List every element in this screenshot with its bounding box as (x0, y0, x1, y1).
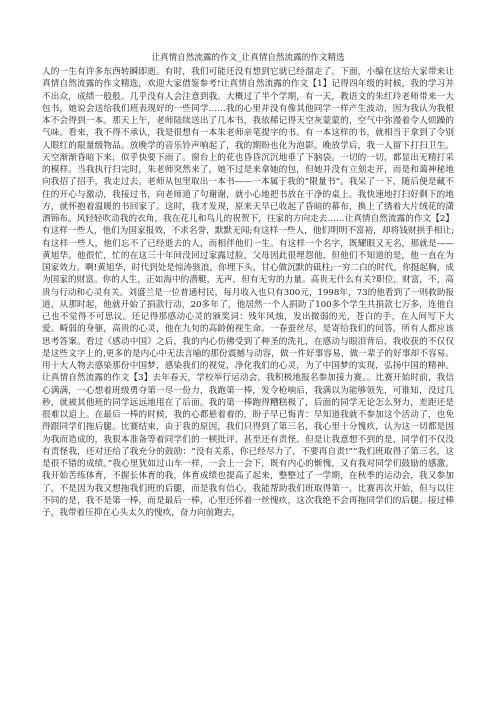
document-body-paragraph: 人的一生有许多东西转瞬即逝。有时，我们可能还没有想到它就已经溜走了。下面，小编在这给大家带来让真情自然流露的作文精选，欢迎大家借鉴参考!让真情自然流露的作文【1】记得四年级的时候，我的学习并不出众，成绩一般般。几乎没有人会注意到我。大概过了半个学期，有一天，教语文的朱红玲老师带来一大包书，她说会送给我们班表现好的一些同学……我的心里并没有像其他同学一样产生波动，因为我认为我根本不会得到一本。那天上午，老师陆续送出了几本书，我依稀记得天空灰蒙蒙的，空气中弥漫着令人烦躁的气味。看来，我不得不承认，我是很想有一本朱老师亲笔提字的书。有一本这样的书，就相当于拿到了令别人眼红的限量级物品。放晚学的音乐铃声响起了，我的期盼也化为泡影。晚放学后，我一人留下打扫卫生。天空渐渐昏暗下来，似乎快要下雨了。窗台上的花也昏昏沉沉地垂了下脑袋。一切的一切，都显出无精打采的模样。当我执行扫完时，朱老师突然来了，她不过是来拿她的包，但她并没有立刻走开，而是和蔼神秘地向我招了招手，我走过去。老师从包里取出一本书——一本属于我的“限量书”。我呆了一下，随后便是藏不住的开心与激动，我接过书，向老师道了句谢谢，就小心地把书放在干净的桌上。我快速地打扫好剩下的地方，就怀抱着温暖的书回家了。这时，我才发现，原来天早已收起了昏暗的幕布，换上了绣着大片绒花的潇洒锦布。风轻轻吹动我的衣角，我在花儿和鸟儿的祝贺下，往家的方向走去……让真情自然流露的作文【2】有这样一些人，他们为国家报效，不求名誉，默默无闻;有这样一些人，他们明明不富裕，却将钱财拱手相让;有这样一些人，他们忘不了已经逝去的人，而相伴他们一生。有这样一个名字，既耀眼又无名，那就是——黄旭华。他很忙，忙的在这三十年间没回过家露过脸，父母因此很埋怨他，但他们不知道的是，他一直在为国家效力。啊!黄旭华，时代到处是惊涛骇浪，你埋下头，甘心做沉默的砥柱;一穷二白的时代，你挺起胸，成为国家的财富。你的人生，正如海中的潜艇，无声，但有无穷的力量。高贵无什么有关?职位，财富，不，高贵与行动和心灵有关。刘盛兰是一位普通村民，每月收入也只有300元，1998年，73的他看到了一则救助报道，从那时起，他就开始了捐款行动，20多年了，他居然一个人捐助了100多个学生共捐款七万多，连他自己也不觉得不可思议。还记得那感动心灵的颁奖词：残年风烛，发出微弱的光，苍白的手，在人间写下大爱。畸弱的身躯，高贵的心灵，他在九旬的高龄俯视生命。一春蚕丝尽，是寄给我们的问答，所有人都应该思考答案。看过《感动中国》之后，我的内心仿佛受到了种圣的洗礼，在感动与眼泪背后，我收获的不仅仅是这些文字上的,更多的是内心中无法言喻的那份震撼与动容，做一件好事容易，做一辈子的好事却不容易。用十大人物去感染那份中国梦，感染我们的视觉，净化我们的心灵，为了中国梦的实现，弘扬中国的精神。让真情自然流露的作文【3】去年春天，学校举行运动会，我积极地报名参加接力赛。。比赛开始时前，我信心满满，一心想着班级勇夺第一尽一份力，我跑第一棒，发令枪响后，我满以为能够领先，可谁知，没过几秒，就被其他班的同学远远地甩在了后面。我的第一棒跑得糟糕极了，后面的同学无论怎么努力，差距还是很难以追上。在最后一棒的时候，我的心都悬着着的，盼子早已悔青：早知道我就不参加这个活动了，也免得跟同学们拖后腿。比赛结束，由于我的原因，我们只得到了第三名，我心里十分愧疚，认为这一切都是因为我而造成的，我狠本准备等着同学们的一顿批评，甚至还有责怪。但是让我意想不到的是，同学们不仅没有责怪我，还对还给了我充分的鼓励：“没有关系，你已经尽力了，不要再自责!”“我们班取得了第三名，这是很不错的成绩。”我心里犹如过山车一样，一会上一会下，既有内心的惭愧，又有我对同学们鼓励的感激。我开始苦练体育，不握长体育的我，体育成绩也提高了起来，整整过了一学期，在秋季的运动会，我又参加了，不是因为我又想拖我们班的后腿，而是我有信心，我能帮助我们班取得第一，比赛再次开始，但与以往不同的是，我不是第一棒，而是最后一棒，心里还怀着一丝愧疚，这次我绝不会再拖同学们的后腿。接过棒子，我带着压抑在心头太久的愧疚，奋力向前跑去， (42, 67, 454, 518)
document-title: 让真情自然流露的作文_让真情自然流露的作文精选 (151, 53, 345, 63)
